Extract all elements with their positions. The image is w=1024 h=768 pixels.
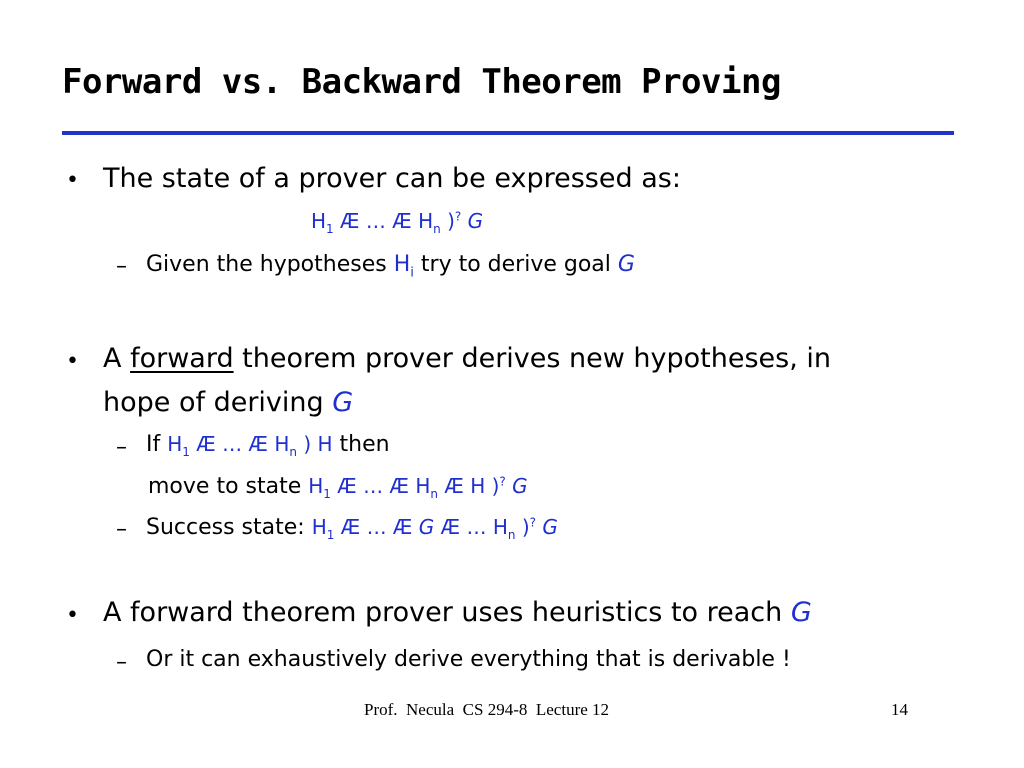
state-formula: $H_1$ Æ … Æ $H_n$ )? G <box>311 209 484 236</box>
bullet-icon: • <box>66 603 79 628</box>
dash-icon: – <box>116 650 127 675</box>
bullet-3-text: A forward theorem prover uses heuristics to reach G <box>103 597 812 628</box>
dash-icon: – <box>116 517 127 542</box>
dash-icon: – <box>116 254 127 279</box>
bullet-1-text: The state of a prover can be expressed as: <box>103 163 681 194</box>
forward-keyword: forward <box>130 343 234 374</box>
sub-bullet-move: move to state $H_1$ Æ … Æ $H_n$ Æ H )? G <box>148 474 528 501</box>
bullet-2-line-2: hope of deriving G <box>103 387 354 418</box>
slide-title: Forward vs. Backward Theorem Proving <box>62 62 781 102</box>
page-number: 14 <box>891 700 908 719</box>
bullet-icon: • <box>66 349 79 374</box>
bullet-icon: • <box>66 168 79 193</box>
footer-credit: Prof. Necula CS 294-8 Lecture 12 <box>364 700 610 719</box>
bullet-2-line-1: A forward theorem prover derives new hypotheses, in <box>103 343 832 374</box>
title-underline <box>62 131 954 135</box>
dash-icon: – <box>116 435 127 460</box>
sub-bullet-given: Given the hypotheses $H_i$ try to derive goal G <box>146 252 635 281</box>
sub-bullet-if: If $H_1$ Æ … Æ $H_n$ ) H then <box>146 432 390 459</box>
sub-bullet-exhaustive: Or it can exhaustively derive everything that is derivable ! <box>146 647 791 672</box>
sub-bullet-success: Success state: $H_1$ Æ … Æ G Æ … $H_n$ )? G <box>146 515 558 542</box>
